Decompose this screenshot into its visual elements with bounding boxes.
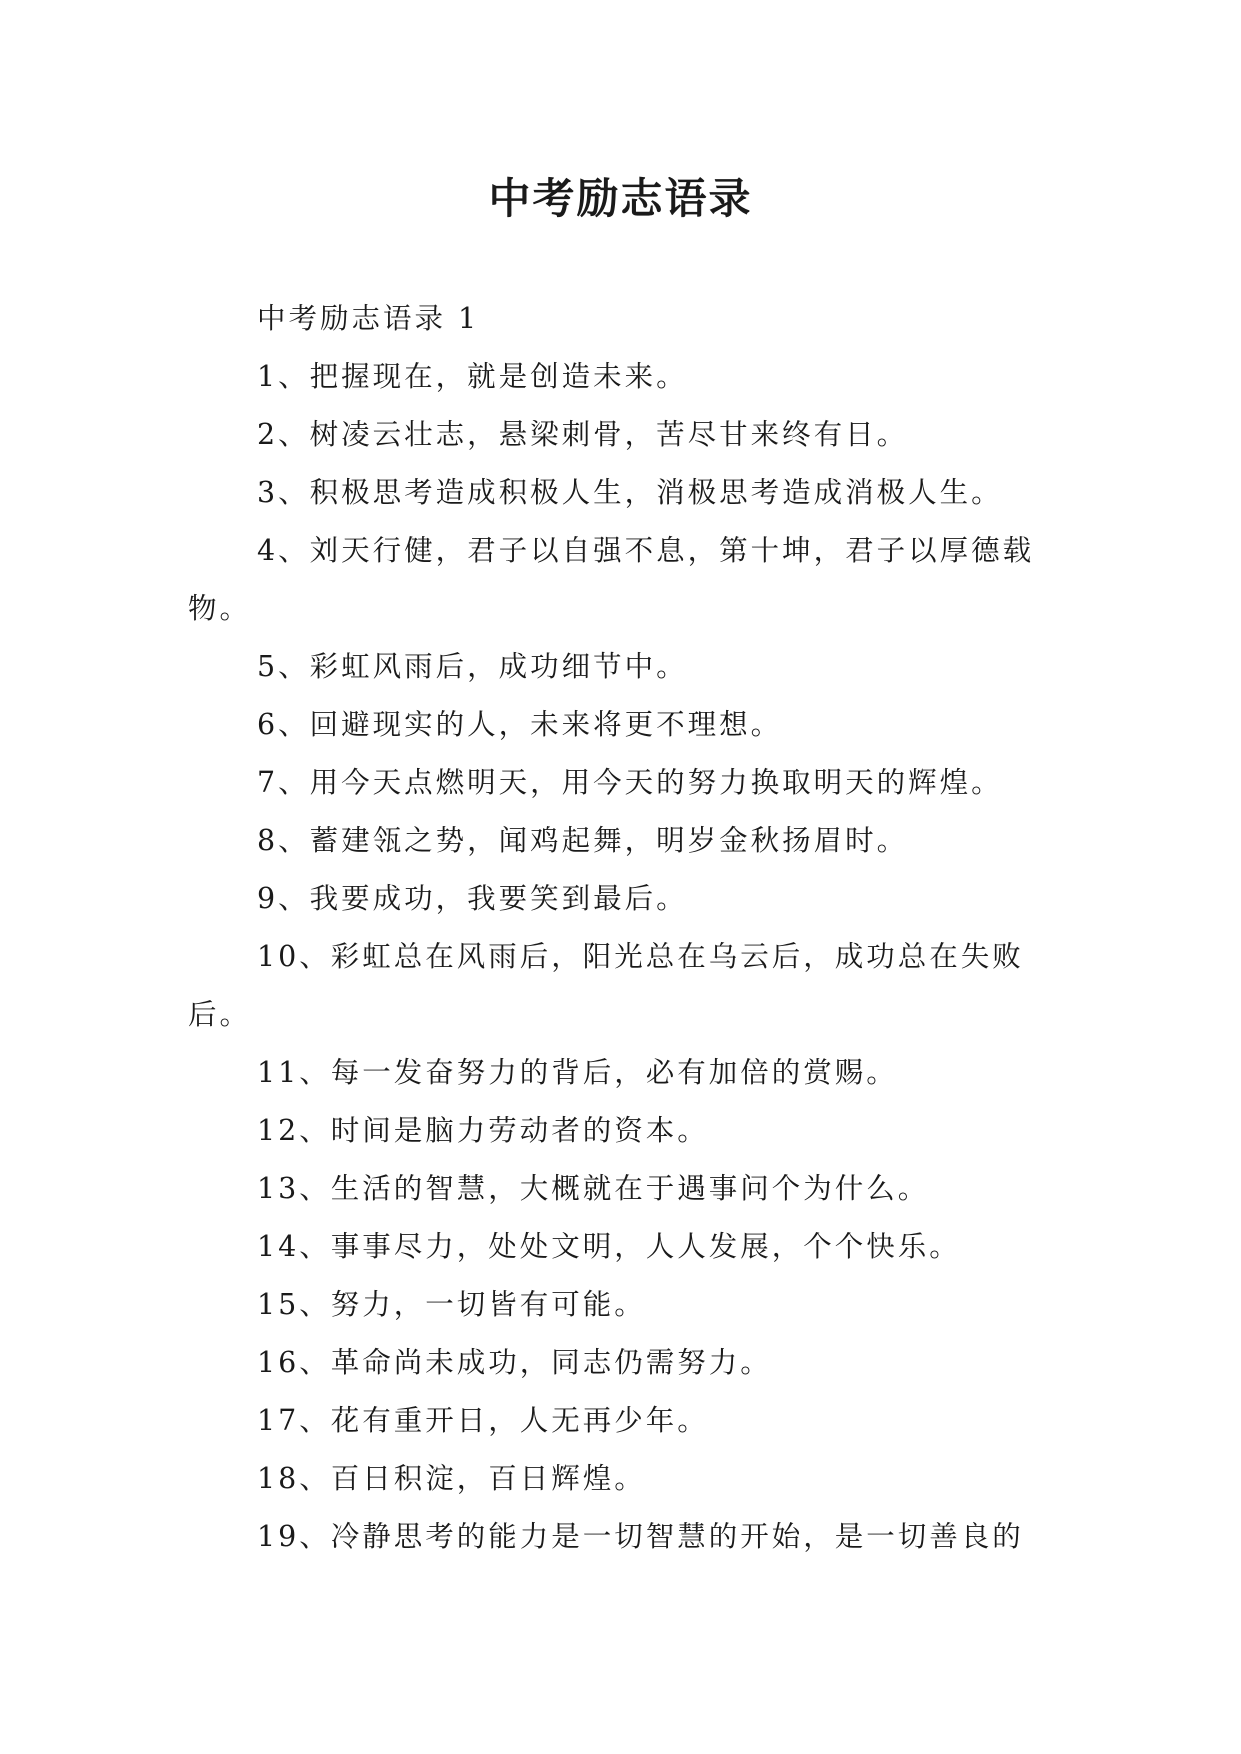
quote-paragraph: 2、树凌云壮志，悬梁刺骨，苦尽甘来终有日。 [257, 418, 909, 451]
quote-paragraph: 9、我要成功，我要笑到最后。 [257, 882, 688, 915]
quote-paragraph: 17、花有重开日，人无再少年。 [257, 1404, 709, 1437]
page-title: 中考励志语录 [488, 174, 753, 224]
quote-paragraph: 7、用今天点燃明天，用今天的努力换取明天的辉煌。 [257, 766, 1003, 799]
quote-paragraph: 18、百日积淀，百日辉煌。 [257, 1462, 646, 1495]
quote-paragraph: 10、彩虹总在风雨后，阳光总在乌云后，成功总在失败后。 [188, 940, 1024, 1031]
quote-paragraph: 14、事事尽力，处处文明，人人发展，个个快乐。 [257, 1230, 961, 1263]
quote-paragraph: 15、努力，一切皆有可能。 [257, 1288, 646, 1321]
quote-paragraph: 11、每一发奋努力的背后，必有加倍的赏赐。 [257, 1056, 898, 1089]
quote-paragraph: 3、积极思考造成积极人生，消极思考造成消极人生。 [257, 476, 1003, 509]
quote-paragraph: 4、刘天行健，君子以自强不息，第十坤，君子以厚德载物。 [188, 534, 1035, 625]
quote-paragraph: 19、冷静思考的能力是一切智慧的开始，是一切善良的 [257, 1520, 1024, 1553]
quote-paragraph: 16、革命尚未成功，同志仍需努力。 [257, 1346, 772, 1379]
document-body [188, 290, 1056, 1566]
section-heading: 中考励志语录 1 [257, 302, 480, 335]
quote-paragraph: 12、时间是脑力劳动者的资本。 [257, 1114, 709, 1147]
quote-paragraph: 13、生活的智慧，大概就在于遇事问个为什么。 [257, 1172, 930, 1205]
quote-paragraph: 5、彩虹风雨后，成功细节中。 [257, 650, 688, 683]
quote-paragraph: 1、把握现在，就是创造未来。 [257, 360, 688, 393]
quote-paragraph: 6、回避现实的人，未来将更不理想。 [257, 708, 783, 741]
quote-paragraph: 8、蓄建瓴之势，闻鸡起舞，明岁金秋扬眉时。 [257, 824, 909, 857]
